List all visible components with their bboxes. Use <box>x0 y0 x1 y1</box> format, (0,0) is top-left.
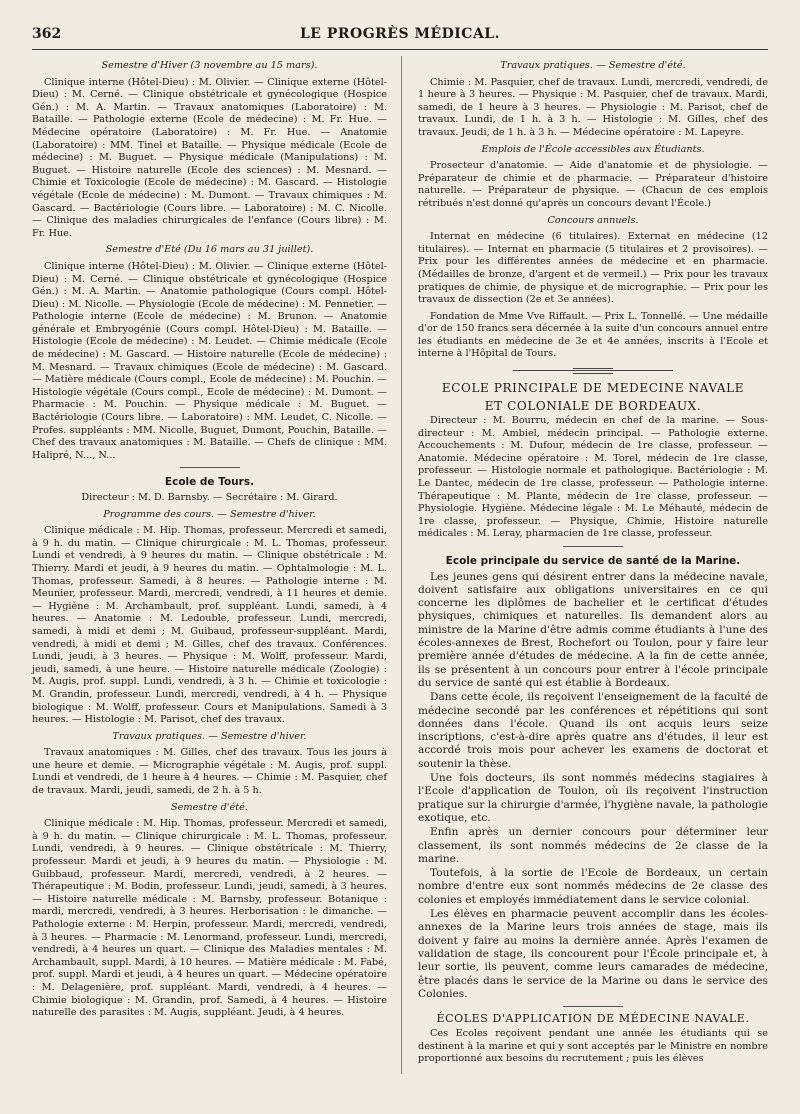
rouen-summer-heading: Semestre d'Eté (Du 16 mars au 31 juillet). <box>105 244 314 256</box>
section-divider-3 <box>563 1006 623 1007</box>
rouen-winter-courses: Clinique interne (Hôtel-Dieu) : M. Olivier. — Clinique externe (Hôtel-Dieu) : M. Cerné. — Clinique obstétricale et gynécologique (Hospice Gén.) : M. A. Martin. — Travaux anatomiques (Laboratoire) : M. Bataille. — Pathologie externe (Ecole de médecine) : M. Fr. Hue. — Médecine opératoire (Laboratoire) : M. Fr. Hue. — Anatomie (Laboratoire) : MM. Tinel et Bataille. — Physique médicale (Ecole de médecine) : M. Buguet. — Physique médicale (Manipulations) : M. Buguet. — Histoire naturelle (Ecole des sciences) : M. Mesnard. — Chimie et Toxicologie (Ecole de médecine) : M. Gascard. — Histologie végétale (Ecole de médecine) : M. Dumont. — Travaux chimiques : M. Gascard. — Bactériologie (Cours libre. — Laboratoire) : M. C. Nicolle. — Clinique des maladies chirurgicales de l'enfance (Cours libre) : M. Fr. Hue. <box>32 76 387 239</box>
rouen-summer-courses: Clinique interne (Hôtel-Dieu) : M. Olivier. — Clinique externe (Hôtel-Dieu) : M. Cerné. — Clinique obstétricale et gynécologique (Hospice Gén.) : M. A. Martin. — Anatomie pathologique (Cours compl. Hôtel-Dieu) : M. Nicolle. — Physiologie (Ecole de médecine) : M. Pennetier. — Pathologie interne (Ecole de médecine) : M. Brunon. — Anatomie générale et Embryogénie (Cours compl. Hôtel-Dieu) : M. Bataille. — Histologie (Ecole de médecine) : M. Leudet. — Chimie médicale (Ecole de médecine) : M. Gascard. — Histoire naturelle (Ecole de médecine) : M. Mesnard. — Travaux chimiques (Ecole de médecine) : M. Gascard. — Matière médicale (Cours compl., Ecole de médecine) : M. Pouchin. — Histologie végétale (Cours compl., Ecole de médecine) : M. Dumont. — Pharmacie : M. Pouchin. — Physique médicale : M. Buguet. — Bactériologie (Cours libre. — Laboratoire) : MM. Leudet, C. Nicolle. — Profes. suppléants : MM. Nicolle, Buguet, Dumont, Pouchin, Bataille. — Chef des travaux anatomiques : M. Bataille. — Chefs de clinique : MM. Halipré, N..., N... <box>32 260 387 461</box>
navy-paragraph: Les jeunes gens qui désirent entrer dans la médecine navale, doivent satisfaire aux obligations universitaires en ce qui concerne les diplômes de bachelier et le certificat d'études physiques, chimiques et naturelles. Ils demandent alors au ministre de la Marine d'être admis comme étudiants à l'une des écoles-annexes de Brest, Rochefort ou Toulon, pour y faire leur première année d'études de médecine. A la fin de cette année, ils se présentent à un concours pour entrer à l'école principale du service de santé qui est établie à Bordeaux. <box>418 570 768 689</box>
rouen-winter-heading: Semestre d'Hiver (3 novembre au 15 mars). <box>101 60 318 71</box>
navy-health-school-title: Ecole principale du service de santé de la Marine. <box>445 555 741 567</box>
left-column <box>32 58 387 1024</box>
navy-paragraph: Une fois docteurs, ils sont nommés médecins stagiaires à l'Ecole d'application de Toulon, où ils reçoivent l'instruction pratique sur la chirurgie d'armée, l'hygiène navale, la pathologie exotique, etc. <box>418 772 768 824</box>
tours-winter-courses: Clinique médicale : M. Hip. Thomas, professeur. Mercredi et samedi, à 9 h. du matin. — Clinique chirurgicale : M. L. Thomas, professeur. Lundi et vendredi, à 9 heures du matin. — Clinique obstétricale : M. Thierry. Mardi et jeudi, à 9 heures du matin. — Ophtalmologie : M. L. Thomas, professeur. Samedi, à 8 heures. — Pathologie interne : M. Meunier, professeur. Mardi, mercredi, vendredi, à 11 heures et demie. — Hygiène : M. Archambault, prof. suppléant. Lundi, samedi, à 4 heures. — Anatomie : M. Ledouble, professeur. Lundi, mercredi, samedi, à midi et demi ; M. Guibaud, professeur-suppléant. Mardi, vendredi, à midi et demi ; M. Gilles, chef des travaux. Conférences. Lundi, jeudi, à 3 heures. — Physique : M. Wolff, professeur. Mardi, jeudi, samedi, à une heure. — Histoire naturelle médicale (Zoologie) : M. Augis, prof. suppl. Lundi, vendredi, à 3 h. — Chimie et toxicologie : M. Grandin, professeur. Lundi, mercredi, vendredi, à 4 h. — Physique biologique : M. Wolff, professeur. Cours et Manipulations. Samedi à 3 heures. — Histologie : M. Parisot, chef des travaux. <box>32 525 387 726</box>
section-divider-2 <box>563 546 623 547</box>
navy-health-school-body <box>418 571 768 1002</box>
page-header <box>32 26 768 48</box>
tours-summer-heading: Semestre d'été. <box>171 801 248 813</box>
annual-contests-heading: Concours annuels. <box>547 214 639 226</box>
student-jobs-heading: Emplois de l'École accessibles aux Étudiants. <box>481 143 705 155</box>
running-title: LE PROGRÈS MÉDICAL. <box>299 26 501 42</box>
tours-practical-summer: Chimie : M. Pasquier, chef de travaux. Lundi, mercredi, vendredi, de 1 heure à 3 heures. — Physique : M. Pasquier, chef de travaux. Mardi, samedi, de 1 heure à 3 heures. — Physiologie : M. Parisot, chef de travaux. Lundi, de 1 h. à 3 h. — Histologie : M. Gilles, chef des travaux. Jeudi, de 1 h. à 3 h. — Médecine opératoire : M. Lapeyre. <box>418 76 768 138</box>
naval-school-staff: Directeur : M. Bourru, médecin en chef de la marine. — Sous-directeur : M. Ambiel, médecin principal. — Pathologie externe. Accouchements : M. Dufour, médecin de 1re classe, professeur. — Anatomie. Médecine opératoire : M. Torel, médecin de 1re classe, professeur. — Histologie normale et pathologique. Bactériologie : M. Le Dantec, médecin de 1re classe, professeur. — Pathologie interne. Thérapeutique : M. Plante, médecin de 1re classe, professeur. — Physiologie. Hygiène. Médecine légale : M. Le Méhauté, médecin de 1re classe, professeur. — Physique, Chimie, Histoire naturelle médicales : M. Leray, pharmacien de 1re classe, professeur. <box>418 415 768 540</box>
tours-practical-summer-heading: Travaux pratiques. — Semestre d'été. <box>500 60 686 71</box>
ornament-divider <box>513 367 673 375</box>
tours-direction: Directeur : M. D. Barnsby. — Secrétaire : M. Girard. <box>81 492 338 503</box>
tours-practical-winter-heading: Travaux pratiques. — Semestre d'hiver. <box>112 730 307 742</box>
naval-school-title-line1: ECOLE PRINCIPALE DE MEDECINE NAVALE <box>441 381 745 396</box>
application-schools-text: Ces Ecoles reçoivent pendant une année les étudiants qui se destinent à la marine et qui y sont acceptés par le Ministre en nombre proportionné aux besoins du recrutement ; puis les élèves <box>418 1028 768 1065</box>
section-divider <box>180 467 240 468</box>
annual-contests-text: Internat en médecine (6 titulaires). Externat en médecine (12 titulaires). — Internat en pharmacie (5 titulaires et 2 provisoires). — Prix pour les différentes années de médecine et en pharmacie. (Médailles de bronze, d'argent et de vermeil.) — Prix pour les travaux pratiques de chimie, de physique et de micrographie. — Prix pour les travaux de dissection (2e et 3e années). <box>418 231 768 306</box>
tours-practical-winter: Travaux anatomiques : M. Gilles, chef des travaux. Tous les jours à une heure et demie. — Micrographie végétale : M. Augis, prof. suppl. Lundi et vendredi, de 1 heure à 4 heures. — Chimie : M. Pasquier, chef de travaux. Mardi, jeudi, samedi, de 2 h. à 5 h. <box>32 747 387 797</box>
navy-paragraph: Toutefois, à la sortie de l'Ecole de Bordeaux, un certain nombre d'entre eux sont nommés médecins de 2e classe des colonies et employés immédiatement dans le service colonial. <box>418 867 768 906</box>
tours-program-heading: Programme des cours. — Semestre d'hiver. <box>103 508 316 520</box>
student-jobs-text: Prosecteur d'anatomie. — Aide d'anatomie et de physiologie. — Préparateur de chimie et de pharmacie. — Préparateur d'histoire naturelle. — Préparateur de physique. — (Chacun de ces emplois rétribués n'est donné qu'après un concours devant l'École.) <box>418 160 768 209</box>
navy-paragraph: Enfin après un dernier concours pour déterminer leur classement, ils sont nommés médecins de 2e classe de la marine. <box>418 826 768 865</box>
right-column <box>418 58 768 1070</box>
tours-summer-courses: Clinique médicale : M. Hip. Thomas, professeur. Mercredi et samedi, à 9 h. du matin. — Clinique chirurgicale : M. L. Thomas, professeur. Lundi, vendredi, à 9 heures. — Clinique obstétricale : M. Thierry, professeur. Mardi et jeudi, à 9 heures du matin. — Physiologie : M. Guibbaud, professeur. Mardi, mercredi, vendredi, à 2 heures. — Thérapeutique : M. Bodin, professeur. Lundi, jeudi, samedi, à 3 heures. — Histoire naturelle médicale : M. Barnsby, professeur. Botanique : mardi, mercredi, vendredi, à 3 heures. Herborisation : le dimanche. — Pathologie externe : M. Herpin, professeur. Mardi, mercredi, vendredi, à 3 heures. — Pharmacie : M. Lenormand, professeur. Lundi, mercredi, vendredi, à 4 heures un quart. — Clinique des Maladies mentales : M. Archambault, suppl. Mardi, à 10 heures. — Matière médicale : M. Fabé, prof. suppl. Mardi et jeudi, à 4 heures un quart. — Médecine opératoire : M. Delagenière, prof. suppléant. Mardi, vendredi, à 4 heures. — Chimie biologique : M. Grandin, prof. Samedi, à 4 heures. — Histoire naturelle des parasites : M. Augis, suppléant. Jeudi, à 4 heures. <box>32 818 387 1019</box>
naval-school-title-line2: ET COLONIALE DE BORDEAUX. <box>484 399 702 414</box>
tours-title: Ecole de Tours. <box>164 476 255 489</box>
navy-paragraph: Les élèves en pharmacie peuvent accomplir dans les écoles-annexes de la Marine leurs trois années de stage, mais ils doivent y faire au moins la dernière année. Après l'examen de validation de stage, ils concourent pour l'École principale et, à leur sortie, ils peuvent, comme leurs camarades de médecine, être placés dans le service de la Marine ou dans le service des Colonies. <box>418 908 768 1000</box>
navy-paragraph: Dans cette école, ils reçoivent l'enseignement de la faculté de médecine secondé par les conférences et répétitions qui sont données dans l'école. Quand ils ont acquis leurs seize inscriptions, c'est-à-dire après quatre ans d'études, il leur est accordé trois mois pour achever les examens de doctorat et soutenir la thèse. <box>418 691 768 770</box>
tonnelle-prize-text: Fondation de Mme Vve Riffault. — Prix L. Tonnellé. — Une médaille d'or de 150 francs sera décernée à la suite d'un concours annuel entre les étudiants en médecine de 3e et 4e années, inscrits à l'Ecole et interne à l'Hôpital de Tours. <box>418 310 768 360</box>
page-number: 362 <box>32 26 62 42</box>
header-rule <box>32 49 768 50</box>
column-separator <box>401 56 402 1074</box>
application-schools-title: ÉCOLES D'APPLICATION DE MÉDECINE NAVALE. <box>436 1012 750 1026</box>
